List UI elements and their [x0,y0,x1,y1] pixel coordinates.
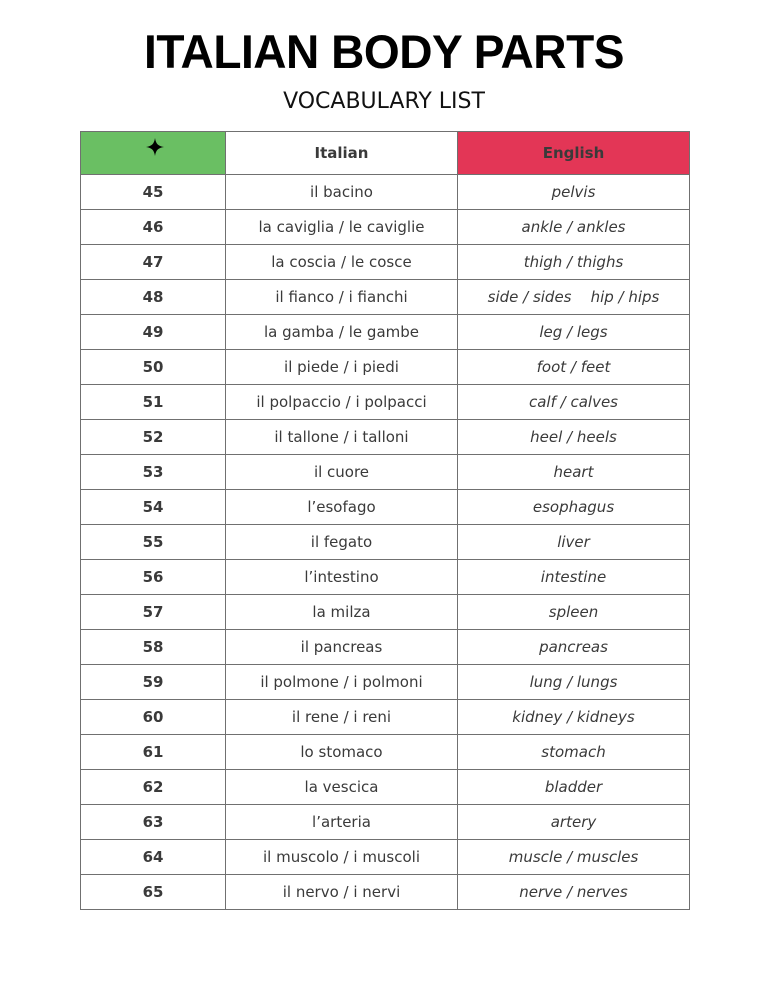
english-term: intestine [458,560,690,595]
table-row [81,805,690,840]
row-number: 64 [81,840,226,875]
row-number: 51 [81,385,226,420]
english-term: stomach [458,735,690,770]
row-number: 53 [81,455,226,490]
table-row [81,210,690,245]
row-number: 50 [81,350,226,385]
table-row [81,770,690,805]
table-row [81,280,690,315]
english-term: kidney / kidneys [458,700,690,735]
header-cell-icon [81,132,226,175]
table-row [81,700,690,735]
italian-term: il fianco / i fianchi [226,280,458,315]
english-term: heart [458,455,690,490]
table-row [81,630,690,665]
english-term: ankle / ankles [458,210,690,245]
table-row [81,315,690,350]
english-term: nerve / nerves [458,875,690,910]
table-row [81,665,690,700]
table-row [81,175,690,210]
italian-term: il muscolo / i muscoli [226,840,458,875]
vocabulary-table [80,131,690,910]
english-term: foot / feet [458,350,690,385]
english-term: lung / lungs [458,665,690,700]
english-term: heel / heels [458,420,690,455]
row-number: 65 [81,875,226,910]
page-title: ITALIAN BODY PARTS [144,25,624,78]
row-number: 56 [81,560,226,595]
row-number: 54 [81,490,226,525]
table-row [81,490,690,525]
table-row [81,245,690,280]
row-number: 58 [81,630,226,665]
table-row [81,560,690,595]
row-number: 55 [81,525,226,560]
table-row [81,385,690,420]
english-term: artery [458,805,690,840]
english-term: leg / legs [458,315,690,350]
table-row [81,420,690,455]
table-row [81,350,690,385]
table-row [81,455,690,490]
english-term: calf / calves [458,385,690,420]
english-term: side / sides hip / hips [458,280,690,315]
row-number: 62 [81,770,226,805]
row-number: 47 [81,245,226,280]
italian-term: la caviglia / le caviglie [226,210,458,245]
english-term: esophagus [458,490,690,525]
italian-term: il tallone / i talloni [226,420,458,455]
italian-term: il fegato [226,525,458,560]
row-number: 57 [81,595,226,630]
table-row [81,595,690,630]
italian-term: il bacino [226,175,458,210]
header-cell-italian: Italian [226,132,458,175]
table-header-row [81,132,690,175]
four-point-star-icon [146,138,164,156]
english-term: thigh / thighs [458,245,690,280]
italian-term: il piede / i piedi [226,350,458,385]
italian-term: il cuore [226,455,458,490]
italian-term: il polmone / i polmoni [226,665,458,700]
english-term: spleen [458,595,690,630]
italian-term: la coscia / le cosce [226,245,458,280]
italian-term: l’esofago [226,490,458,525]
italian-term: il rene / i reni [226,700,458,735]
header-cell-english: English [458,132,690,175]
english-term: muscle / muscles [458,840,690,875]
italian-term: la milza [226,595,458,630]
table-row [81,875,690,910]
italian-term: il pancreas [226,630,458,665]
page-subtitle: VOCABULARY LIST [283,89,485,114]
row-number: 49 [81,315,226,350]
row-number: 59 [81,665,226,700]
row-number: 61 [81,735,226,770]
italian-term: lo stomaco [226,735,458,770]
row-number: 60 [81,700,226,735]
row-number: 45 [81,175,226,210]
english-term: bladder [458,770,690,805]
row-number: 48 [81,280,226,315]
italian-term: la vescica [226,770,458,805]
row-number: 52 [81,420,226,455]
table-row [81,525,690,560]
row-number: 63 [81,805,226,840]
english-term: liver [458,525,690,560]
row-number: 46 [81,210,226,245]
english-term: pelvis [458,175,690,210]
italian-term: l’arteria [226,805,458,840]
table-row [81,840,690,875]
italian-term: il nervo / i nervi [226,875,458,910]
table-row [81,735,690,770]
english-term: pancreas [458,630,690,665]
italian-term: l’intestino [226,560,458,595]
italian-term: il polpaccio / i polpacci [226,385,458,420]
italian-term: la gamba / le gambe [226,315,458,350]
